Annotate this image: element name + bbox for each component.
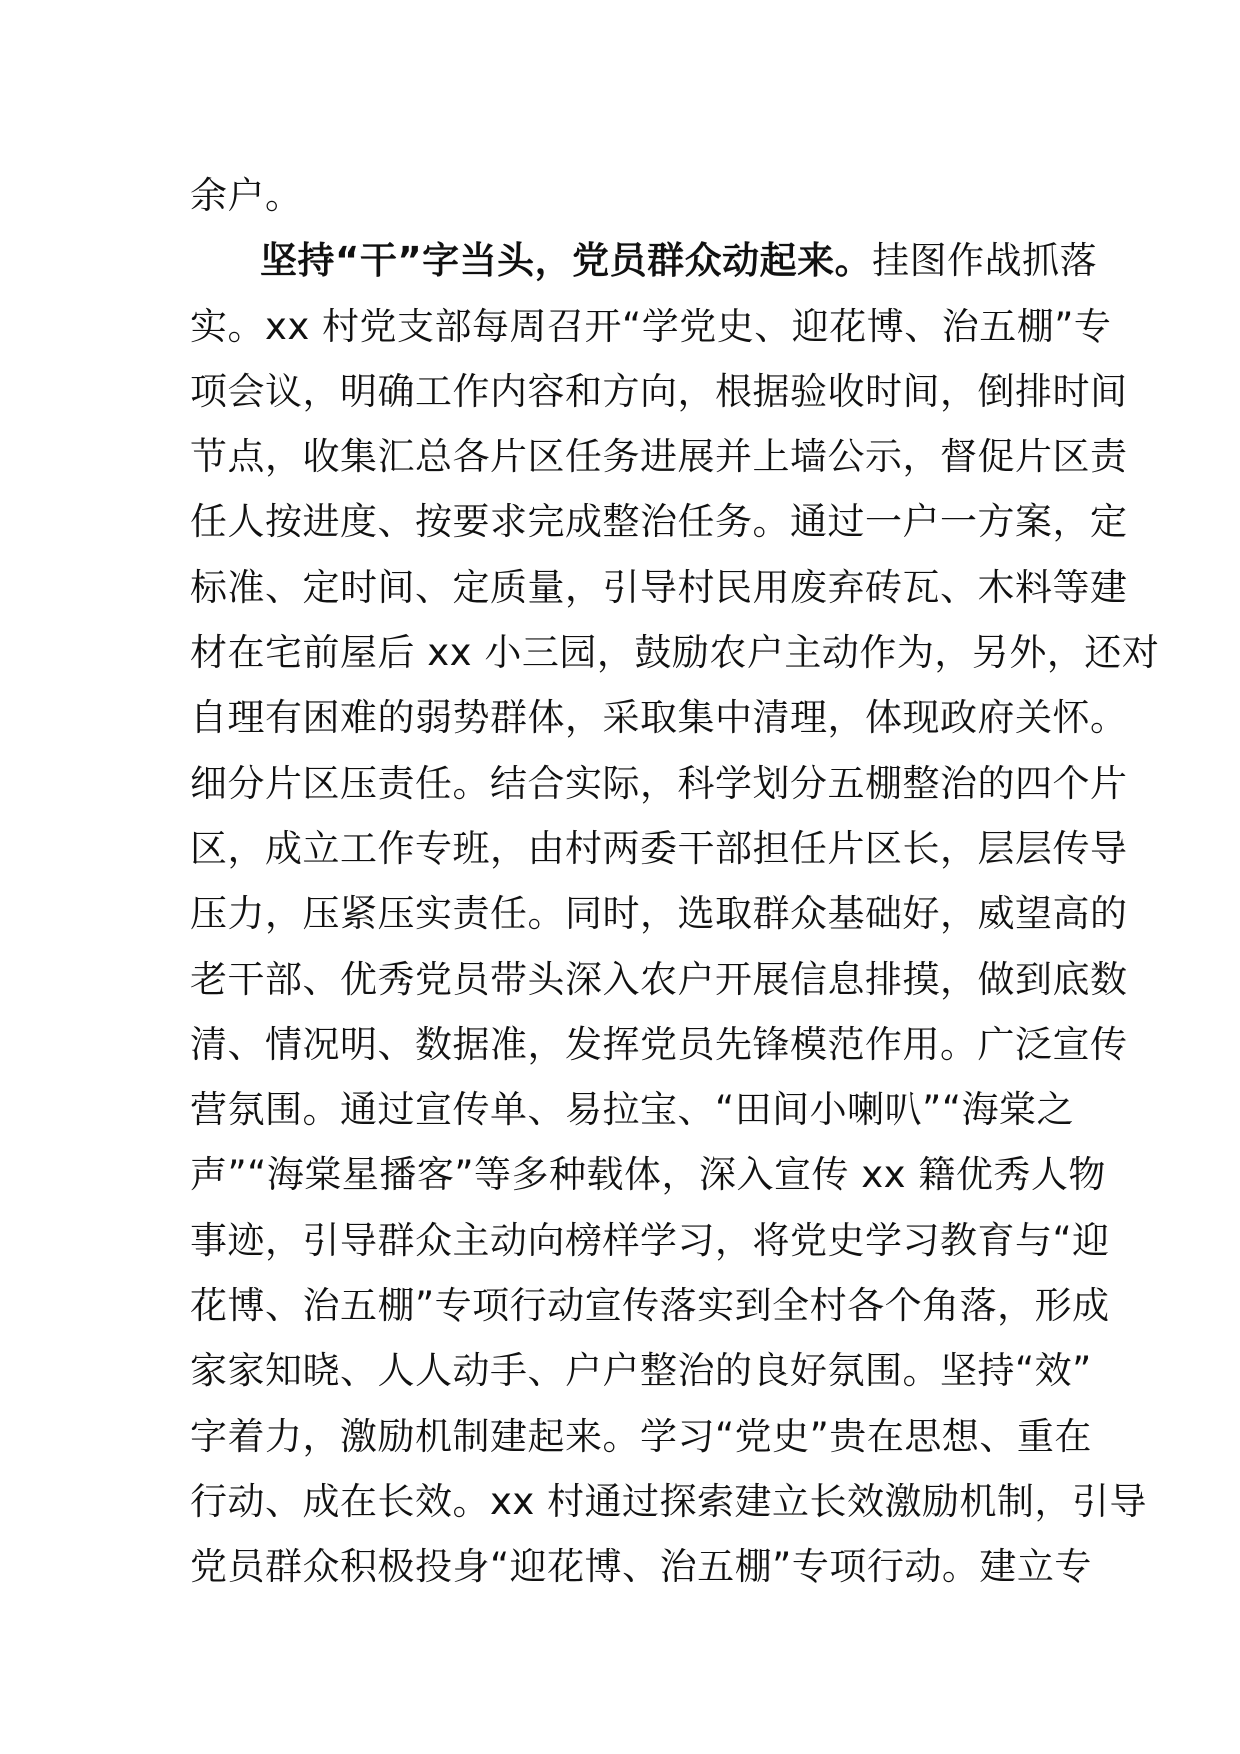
text-line <box>190 489 1128 554</box>
body-text-segment: 党员群众积极投身“迎花博、治五棚”专项行动。建立专 <box>190 1545 1092 1589</box>
text-line <box>190 1338 1092 1403</box>
text-line <box>190 294 1112 359</box>
body-text-segment: 材在宅前屋后 xx 小三园，鼓励农户主动作为，另外，还对 <box>190 631 1160 675</box>
body-text-segment: 声”“海棠星播客”等多种载体，深入宣传 xx 籍优秀人物 <box>190 1153 1106 1197</box>
text-line <box>190 555 1128 620</box>
text-line <box>190 1142 1106 1207</box>
body-text-segment: 节点，收集汇总各片区任务进展并上墙公示，督促片区责 <box>190 435 1128 479</box>
body-text-segment: 任人按进度、按要求完成整治任务。通过一户一方案，定 <box>190 500 1128 544</box>
body-text-segment: 花博、治五棚”专项行动宣传落实到全村各个角落，形成 <box>190 1284 1110 1328</box>
body-text-segment: 余户。 <box>190 174 303 217</box>
text-line <box>190 947 1128 1012</box>
text-line <box>190 751 1128 816</box>
body-text-segment: 行动、成在长效。xx 村通过探索建立长效激励机制，引导 <box>190 1479 1148 1523</box>
text-line <box>190 816 1128 881</box>
text-line <box>190 1273 1110 1338</box>
body-text-segment: 家家知晓、人人动手、户户整治的良好氛围。坚持“效” <box>190 1349 1092 1393</box>
text-line <box>190 1534 1092 1599</box>
body-text-segment: 标准、定时间、定质量，引导村民用废弃砖瓦、木料等建 <box>190 565 1128 609</box>
text-line <box>190 1012 1128 1077</box>
body-text-segment: 营氛围。通过宣传单、易拉宝、“田间小喇叭”“海棠之 <box>190 1088 1075 1132</box>
text-line <box>190 163 1060 228</box>
text-line <box>190 1077 1075 1142</box>
body-text-segment: 清、情况明、数据准，发挥党员先锋模范作用。广泛宣传 <box>190 1022 1128 1066</box>
text-line <box>190 620 1160 685</box>
body-text-segment: 事迹，引导群众主动向榜样学习，将党史学习教育与“迎 <box>190 1218 1110 1262</box>
bold-heading-text: 坚持“干”字当头，党员群众动起来。 <box>260 239 873 283</box>
text-line <box>190 1404 1092 1469</box>
body-text-segment: 实。xx 村党支部每周召开“学党史、迎花博、治五棚”专 <box>190 304 1112 348</box>
text-line <box>190 1208 1110 1273</box>
body-text-segment: 项会议，明确工作内容和方向，根据验收时间，倒排时间 <box>190 369 1128 413</box>
body-text <box>190 163 1160 1600</box>
text-line <box>190 424 1128 489</box>
text-line <box>190 881 1128 946</box>
text-line <box>190 228 1098 293</box>
body-text-segment: 压力，压紧压实责任。同时，选取群众基础好，威望高的 <box>190 892 1128 936</box>
body-text-segment: 字着力，激励机制建起来。学习“党史”贵在思想、重在 <box>190 1414 1092 1458</box>
text-line <box>190 359 1128 424</box>
body-text-segment: 细分片区压责任。结合实际，科学划分五棚整治的四个片 <box>190 761 1128 805</box>
body-text-segment: 挂图作战抓落 <box>872 239 1098 283</box>
body-text-segment: 区，成立工作专班，由村两委干部担任片区长，层层传导 <box>190 826 1128 870</box>
text-line <box>190 685 1128 750</box>
body-text-segment: 老干部、优秀党员带头深入农户开展信息排摸，做到底数 <box>190 957 1128 1001</box>
text-line <box>190 1469 1148 1534</box>
body-text-segment: 自理有困难的弱势群体，采取集中清理，体现政府关怀。 <box>190 696 1128 740</box>
